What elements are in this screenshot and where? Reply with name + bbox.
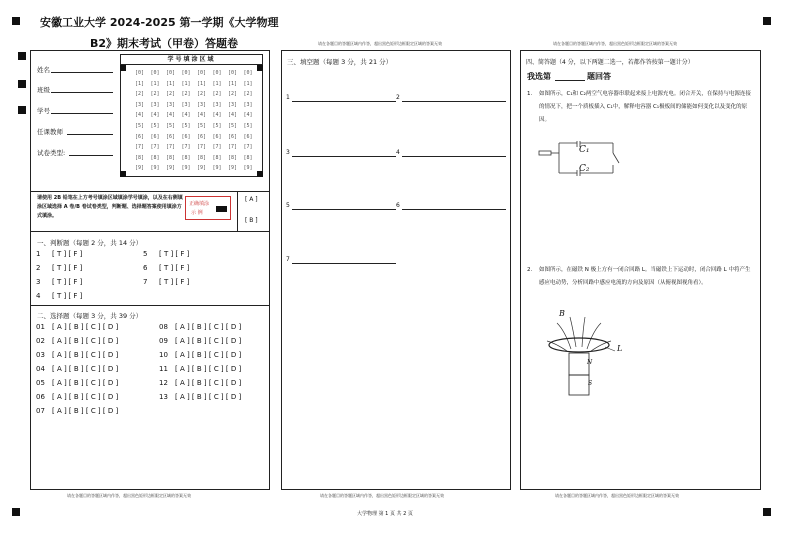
- question-2-text: 如图所示，在磁铁 N 极上方有一闭合回路 L。当磁铁上下运动时，闭合回路 L 中将产生感应电动势，分析回路中感应电流的方向及原因（从俯视图视角看）。: [539, 267, 751, 286]
- blank-number: 3: [286, 149, 290, 156]
- id-digit-bubble[interactable]: [7]: [135, 144, 145, 151]
- id-digit-bubble[interactable]: [1]: [243, 80, 253, 87]
- id-digit-bubble[interactable]: [5]: [243, 123, 253, 129]
- id-digit-bubble[interactable]: [8]: [181, 154, 191, 161]
- id-digit-bubble[interactable]: [4]: [181, 112, 191, 119]
- teacher-label: 任课教师: [37, 128, 63, 136]
- id-digit-bubble[interactable]: [6]: [150, 133, 160, 140]
- id-grid-title: 学号填涂区域: [121, 55, 262, 65]
- side-marker: [18, 106, 26, 114]
- id-digit-bubble[interactable]: [5]: [166, 123, 176, 129]
- id-digit-bubble[interactable]: [1]: [212, 80, 222, 87]
- id-digit-bubble[interactable]: [2]: [212, 91, 222, 98]
- question-number: 03: [36, 351, 45, 359]
- grid-anchor: [257, 171, 263, 177]
- id-digit-bubble[interactable]: [7]: [150, 144, 160, 151]
- id-digit-bubble[interactable]: [2]: [135, 91, 145, 98]
- student-id-field[interactable]: [51, 113, 113, 114]
- answer-options[interactable]: [ A ] [ B ] [ C ] [ D ]: [52, 351, 119, 359]
- answer-options[interactable]: [ A ] [ B ] [ C ] [ D ]: [52, 337, 119, 345]
- question-number: 04: [36, 365, 45, 373]
- id-digit-bubble[interactable]: [3]: [166, 101, 176, 108]
- id-digit-bubble[interactable]: [1]: [135, 80, 145, 87]
- id-digit-bubble[interactable]: [4]: [166, 112, 176, 119]
- answer-options[interactable]: [ T ] [ F ]: [52, 264, 83, 272]
- id-digit-bubble[interactable]: [4]: [243, 112, 253, 119]
- answer-column-1: [30, 50, 270, 490]
- corner-marker: [763, 508, 771, 516]
- id-digit-bubble[interactable]: [0]: [243, 70, 253, 76]
- corner-marker: [12, 508, 20, 516]
- name-label: 姓名: [37, 66, 50, 74]
- column-notice: 请在各题目的答题区域内作答，超出黑色矩形边框限定区域的答案无效: [320, 493, 444, 498]
- answer-column-2: [281, 50, 511, 490]
- grid-anchor: [120, 65, 126, 71]
- id-digit-bubble[interactable]: [9]: [228, 165, 238, 172]
- divider: [31, 231, 269, 232]
- blank-number: 5: [286, 202, 290, 209]
- teacher-field[interactable]: [67, 134, 113, 135]
- question-number: 6: [143, 264, 148, 272]
- id-digit-bubble[interactable]: [5]: [212, 123, 222, 129]
- id-digit-bubble[interactable]: [2]: [150, 91, 160, 98]
- id-digit-bubble[interactable]: [5]: [197, 123, 207, 129]
- id-digit-bubble[interactable]: [6]: [135, 133, 145, 140]
- name-field[interactable]: [51, 72, 113, 73]
- blank-7-field[interactable]: [292, 263, 396, 264]
- answer-options[interactable]: [ A ] [ B ] [ C ] [ D ]: [175, 351, 242, 359]
- blank-number: 2: [396, 94, 400, 101]
- id-digit-bubble[interactable]: [6]: [197, 133, 207, 140]
- id-digit-bubble[interactable]: [1]: [166, 80, 176, 87]
- id-digit-bubble[interactable]: [8]: [135, 154, 145, 161]
- question-number: 06: [36, 393, 45, 401]
- answer-options[interactable]: [ T ] [ F ]: [159, 278, 190, 286]
- column-notice: 请在各题目的答题区域内作答，超出黑色矩形边框限定区域的答案无效: [553, 41, 677, 46]
- filled-mark-example: [216, 206, 227, 212]
- id-digit-bubble[interactable]: [8]: [197, 154, 207, 161]
- id-digit-bubble[interactable]: [3]: [135, 101, 145, 108]
- corner-marker: [12, 17, 20, 25]
- id-digit-bubble[interactable]: [9]: [197, 165, 207, 172]
- loop-l-label: L: [617, 344, 623, 353]
- capacitor-c2-label: C₂: [579, 164, 590, 174]
- student-id-grid: [120, 54, 263, 177]
- id-digit-bubble[interactable]: [5]: [135, 123, 145, 129]
- blank-number: 4: [396, 149, 400, 156]
- question-number: 13: [159, 393, 168, 401]
- choose-question-prefix: 我选第: [527, 72, 551, 81]
- id-digit-bubble[interactable]: [0]: [228, 70, 238, 76]
- id-digit-bubble[interactable]: [5]: [228, 123, 238, 129]
- question-number: 2: [36, 264, 41, 272]
- page-footer: 大学物理 第 1 页 共 2 页: [357, 511, 413, 517]
- question-number: 05: [36, 379, 45, 387]
- id-digit-bubble[interactable]: [6]: [228, 133, 238, 140]
- question-number: 12: [159, 379, 168, 387]
- short-answer-heading: 四、简答题（4 分，以下两题二选一，若都作答按第一题计分）: [526, 59, 694, 66]
- id-digit-bubble[interactable]: [4]: [197, 112, 207, 119]
- id-digit-bubble[interactable]: [9]: [212, 165, 222, 172]
- question-number: 08: [159, 323, 168, 331]
- fill-instructions: 请使用 2B 铅笔在上方考号填涂区域填涂学号填涂，以及在右侧填涂区域选择 A 卷/B 卷试卷类型，判断题、选择题答案使用填涂方式填涂。: [37, 195, 183, 219]
- question-number: 7: [143, 278, 148, 286]
- id-digit-bubble[interactable]: [6]: [166, 133, 176, 140]
- answer-options[interactable]: [ A ] [ B ] [ C ] [ D ]: [175, 323, 242, 331]
- answer-options[interactable]: [ A ] [ B ] [ C ] [ D ]: [52, 393, 119, 401]
- class-field[interactable]: [51, 92, 113, 93]
- id-digit-bubble[interactable]: [2]: [197, 91, 207, 98]
- question-1-text: 如图所示，C₁和 C₂两空气电容器串联起来接上电源充电。闭合开关，在保持与电源连接的情况下，把一个质板插入 C₁中，解释电容器 C₁极板间的储能如何变化以及变化的原因。: [539, 91, 751, 123]
- question-number: 5: [143, 250, 148, 258]
- id-digit-bubble[interactable]: [9]: [135, 165, 145, 172]
- id-digit-bubble[interactable]: [7]: [166, 144, 176, 151]
- judgment-heading: 一、判断题（每题 2 分，共 14 分）: [37, 239, 143, 247]
- paper-type-field[interactable]: [69, 155, 113, 156]
- question-number: 1.: [527, 91, 533, 97]
- blank-number: 1: [286, 94, 290, 101]
- answer-options[interactable]: [ A ] [ B ] [ C ] [ D ]: [52, 323, 119, 331]
- id-digit-bubble[interactable]: [1]: [181, 80, 191, 87]
- id-digit-bubble[interactable]: [6]: [212, 133, 222, 140]
- fill-blank-heading: 三、填空题（每题 3 分，共 21 分）: [287, 58, 393, 66]
- side-marker: [18, 52, 26, 60]
- answer-options[interactable]: [ A ] [ B ] [ C ] [ D ]: [52, 407, 119, 415]
- id-digit-bubble[interactable]: [2]: [228, 91, 238, 98]
- id-digit-bubble[interactable]: [0]: [135, 70, 145, 76]
- id-digit-bubble[interactable]: [9]: [150, 165, 160, 172]
- id-digit-bubble[interactable]: [5]: [181, 123, 191, 129]
- id-digit-bubble[interactable]: [8]: [166, 154, 176, 161]
- answer-options[interactable]: [ T ] [ F ]: [52, 278, 83, 286]
- class-label: 班级: [37, 86, 50, 94]
- id-digit-bubble[interactable]: [1]: [197, 80, 207, 87]
- fill-example-stamp: [185, 196, 231, 220]
- blank-5-field[interactable]: [292, 209, 396, 210]
- blank-3-field[interactable]: [292, 156, 396, 157]
- id-digit-bubble[interactable]: [4]: [228, 112, 238, 119]
- column-notice: 请在各题目的答题区域内作答，超出黑色矩形边框限定区域的答案无效: [67, 493, 191, 498]
- id-digit-bubble[interactable]: [3]: [228, 101, 238, 108]
- answer-column-3: [520, 50, 761, 490]
- paper-type-a-option[interactable]: [ A ]: [245, 196, 258, 203]
- answer-options[interactable]: [ A ] [ B ] [ C ] [ D ]: [175, 337, 242, 345]
- id-digit-bubble[interactable]: [7]: [181, 144, 191, 151]
- south-pole-label: S: [588, 380, 593, 387]
- chosen-question-field[interactable]: [555, 80, 585, 81]
- paper-type-b-option[interactable]: [ B ]: [245, 217, 258, 224]
- id-digit-bubble[interactable]: [4]: [212, 112, 222, 119]
- id-digit-bubble[interactable]: [5]: [150, 123, 160, 129]
- blank-1-field[interactable]: [292, 101, 396, 102]
- magnet-loop-diagram: [535, 309, 645, 401]
- answer-options[interactable]: [ A ] [ B ] [ C ] [ D ]: [52, 379, 119, 387]
- paper-type-label: 试卷类型:: [37, 149, 66, 157]
- id-digit-bubble[interactable]: [0]: [181, 70, 191, 76]
- answer-options[interactable]: [ T ] [ F ]: [52, 250, 83, 258]
- divider: [237, 191, 238, 231]
- blank-4-field[interactable]: [402, 156, 506, 157]
- id-digit-bubble[interactable]: [7]: [197, 144, 207, 151]
- id-digit-bubble[interactable]: [0]: [150, 70, 160, 76]
- stamp-text: 示 例: [191, 210, 203, 216]
- corner-marker: [763, 17, 771, 25]
- id-digit-bubble[interactable]: [2]: [166, 91, 176, 98]
- id-digit-bubble[interactable]: [2]: [243, 91, 253, 98]
- id-digit-bubble[interactable]: [3]: [197, 101, 207, 108]
- id-digit-bubble[interactable]: [3]: [212, 101, 222, 108]
- id-digit-bubble[interactable]: [7]: [228, 144, 238, 151]
- answer-options[interactable]: [ A ] [ B ] [ C ] [ D ]: [175, 393, 242, 401]
- id-digit-bubble[interactable]: [3]: [243, 101, 253, 108]
- id-digit-bubble[interactable]: [0]: [197, 70, 207, 76]
- id-digit-bubble[interactable]: [7]: [243, 144, 253, 151]
- divider: [31, 191, 269, 192]
- grid-anchor: [257, 65, 263, 71]
- id-digit-bubble[interactable]: [0]: [166, 70, 176, 76]
- page-title: 安徽工业大学 2024-2025 第一学期《大学物理: [40, 16, 279, 29]
- question-number: 07: [36, 407, 45, 415]
- blank-6-field[interactable]: [402, 209, 506, 210]
- id-digit-bubble[interactable]: [6]: [181, 133, 191, 140]
- grid-anchor: [120, 171, 126, 177]
- blank-2-field[interactable]: [402, 101, 506, 102]
- question-number: 11: [159, 365, 168, 373]
- id-digit-bubble[interactable]: [0]: [212, 70, 222, 76]
- side-marker: [18, 80, 26, 88]
- stamp-text: 正确填涂: [189, 201, 210, 207]
- id-digit-bubble[interactable]: [9]: [166, 165, 176, 172]
- id-digit-bubble[interactable]: [8]: [243, 154, 253, 161]
- id-digit-bubble[interactable]: [9]: [243, 165, 253, 172]
- magnetic-field-b-label: B: [559, 309, 565, 318]
- question-number: 01: [36, 323, 45, 331]
- question-number: 02: [36, 337, 45, 345]
- answer-options[interactable]: [ T ] [ F ]: [159, 250, 190, 258]
- question-number: 09: [159, 337, 168, 345]
- id-digit-bubble[interactable]: [8]: [228, 154, 238, 161]
- id-digit-bubble[interactable]: [3]: [150, 101, 160, 108]
- id-digit-bubble[interactable]: [1]: [150, 80, 160, 87]
- blank-number: 7: [286, 256, 290, 263]
- divider: [31, 305, 269, 306]
- answer-options[interactable]: [ T ] [ F ]: [159, 264, 190, 272]
- choose-question-suffix: 题回答: [587, 72, 611, 81]
- blank-number: 6: [396, 202, 400, 209]
- id-digit-bubble[interactable]: [1]: [228, 80, 238, 87]
- north-pole-label: N: [587, 359, 593, 366]
- answer-options[interactable]: [ T ] [ F ]: [52, 292, 83, 300]
- answer-options[interactable]: [ A ] [ B ] [ C ] [ D ]: [175, 365, 242, 373]
- id-digit-bubble[interactable]: [2]: [181, 91, 191, 98]
- answer-options[interactable]: [ A ] [ B ] [ C ] [ D ]: [52, 365, 119, 373]
- answer-options[interactable]: [ A ] [ B ] [ C ] [ D ]: [175, 379, 242, 387]
- id-digit-bubble[interactable]: [8]: [212, 154, 222, 161]
- id-digit-bubble[interactable]: [3]: [181, 101, 191, 108]
- question-number: 10: [159, 351, 168, 359]
- id-digit-bubble[interactable]: [6]: [243, 133, 253, 140]
- capacitor-c1-label: C₁: [579, 145, 590, 155]
- question-number: 2.: [527, 267, 533, 273]
- id-digit-bubble[interactable]: [4]: [135, 112, 145, 119]
- question-number: 3: [36, 278, 41, 286]
- page-subtitle: B2》期末考试（甲卷）答题卷: [90, 37, 239, 50]
- column-notice: 请在各题目的答题区域内作答，超出黑色矩形边框限定区域的答案无效: [555, 493, 679, 498]
- id-digit-bubble[interactable]: [4]: [150, 112, 160, 119]
- id-digit-bubble[interactable]: [8]: [150, 154, 160, 161]
- column-notice: 请在各题目的答题区域内作答，超出黑色矩形边框限定区域的答案无效: [318, 41, 442, 46]
- question-number: 1: [36, 250, 41, 258]
- id-digit-bubble[interactable]: [9]: [181, 165, 191, 172]
- question-number: 4: [36, 292, 41, 300]
- student-id-label: 学号: [37, 107, 50, 115]
- id-digit-bubble[interactable]: [7]: [212, 144, 222, 151]
- choice-heading: 二、选择题（每题 3 分，共 39 分）: [37, 312, 143, 320]
